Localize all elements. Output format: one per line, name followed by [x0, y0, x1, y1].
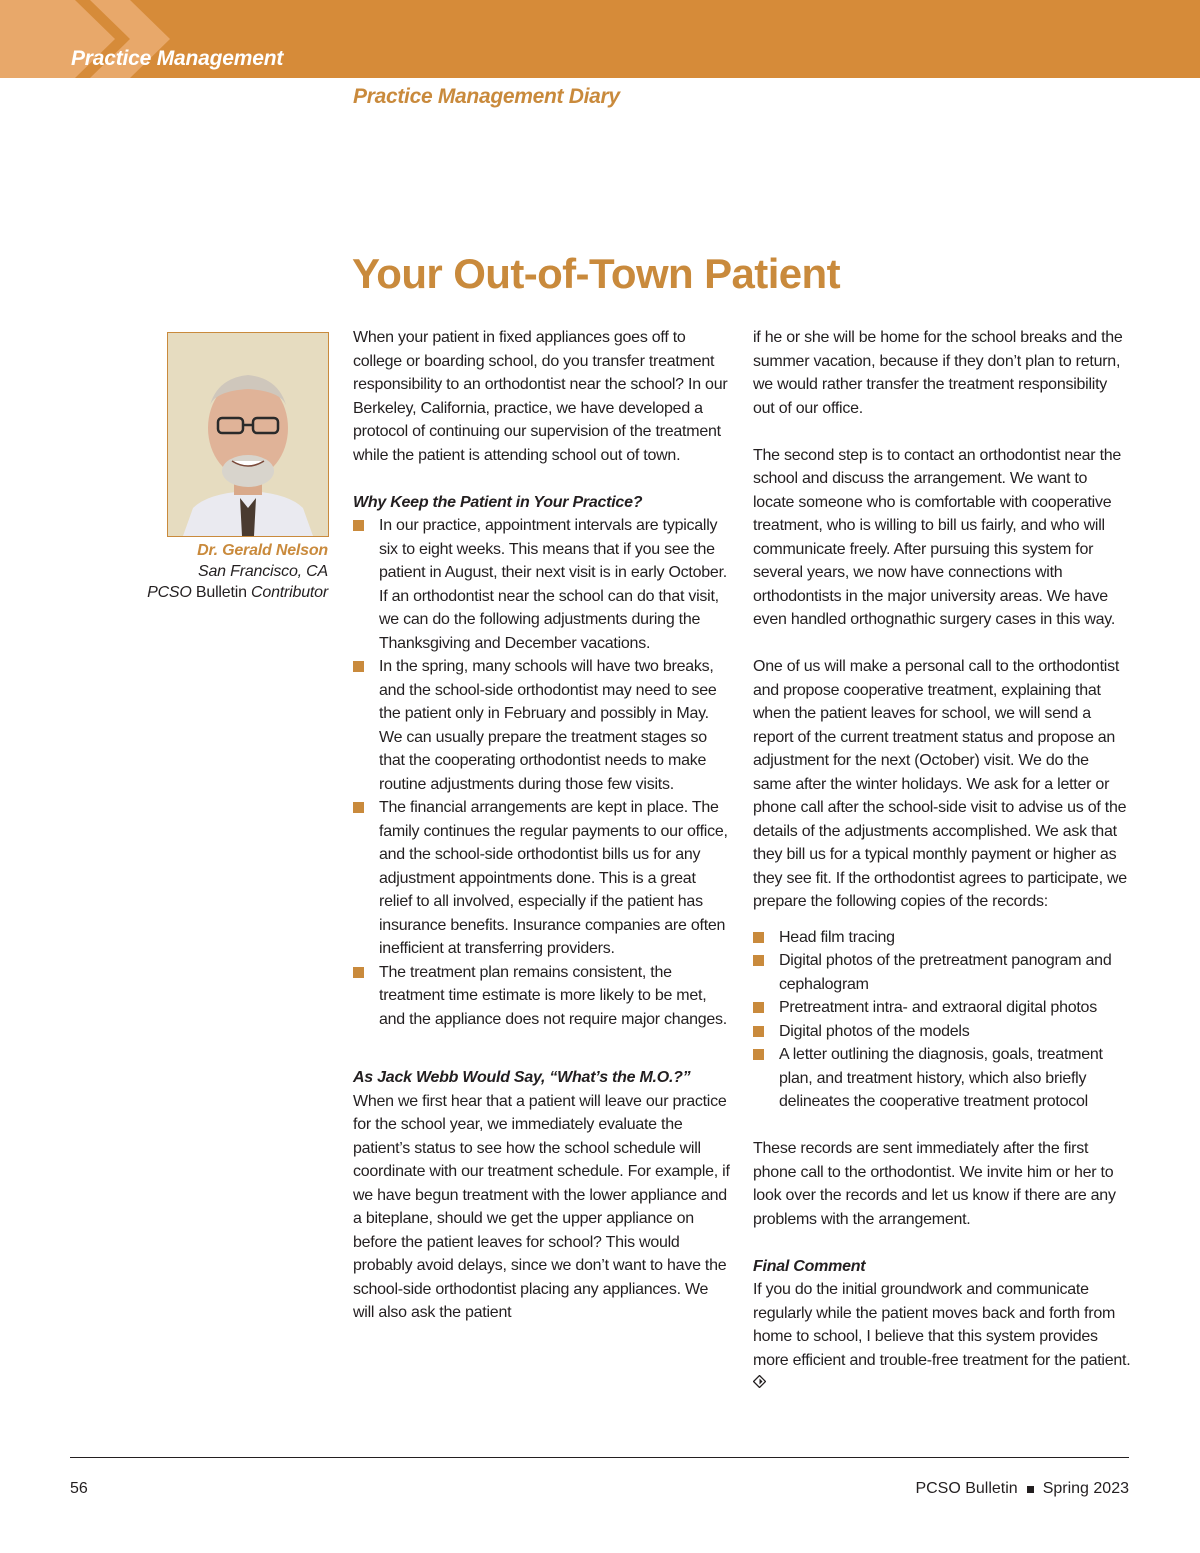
separator-square-icon — [1027, 1486, 1034, 1493]
records-list — [753, 926, 1131, 1114]
author-name: Dr. Gerald Nelson — [197, 542, 328, 559]
list-item: A letter outlining the diagnosis, goals, treatment plan, and treatment history, which also briefly delineates the cooperative treatment protocol — [753, 1043, 1131, 1114]
closing-paragraph — [753, 1278, 1131, 1396]
section-heading: Why Keep the Patient in Your Practice? — [353, 493, 643, 511]
reasons-list — [353, 514, 731, 1031]
closing-text: If you do the initial groundwork and communicate regularly while the patient moves back and forth from home to school, I believe that this system provides more efficient and trouble-free treatment for the patient. — [753, 1281, 1131, 1369]
author-portrait-icon — [168, 333, 328, 536]
list-item: In our practice, appointment intervals are typically six to eight weeks. This means that if you see the patient in August, their next visit is in early October. If an orthodontist near the school can do that visit, we can do the following adjustments during the Thanksgiving and December vacations. — [353, 514, 731, 655]
page-number: 56 — [70, 1480, 88, 1497]
section-label: Practice Management — [71, 47, 284, 70]
body-paragraph: One of us will make a personal call to the orthodontist and propose cooperative treatment, explaining that when the patient leaves for school, we will send a report of the current treatment status and propose an adjustment for the next (October) visit. We do the same after the winter holidays. We ask for a letter or phone call after the school-side visit to advise us of the details of the adjustments accomplished. We ask that they bill us for a typical monthly payment or higher as they see fit. If the orthodontist agrees to participate, we prepare the following copies of the records: — [753, 658, 1127, 910]
list-item: The treatment plan remains consistent, the treatment time estimate is more likely to be met, and the appliance does not require major changes. — [353, 961, 731, 1032]
author-role-org: PCSO — [147, 584, 192, 601]
section-heading: Final Comment — [753, 1257, 866, 1275]
footer-rule — [70, 1457, 1129, 1458]
author-photo — [167, 332, 329, 537]
author-location: San Francisco, CA — [198, 563, 328, 580]
section-heading: As Jack Webb Would Say, “What’s the M.O.?” — [353, 1069, 691, 1086]
body-paragraph: These records are sent immediately after the first phone call to the orthodontist. We invite him or her to look over the records and let us know if there are any problems with the arrangement. — [753, 1140, 1116, 1228]
list-item: Head film tracing — [753, 926, 1131, 950]
publication-name: PCSO Bulletin — [915, 1480, 1018, 1497]
author-role — [120, 582, 328, 603]
article-column-right — [753, 326, 1131, 1396]
list-item: In the spring, many schools will have two breaks, and the school-side orthodontist may need to see the patient only in February and possibly in May. We can usually prepare the treatment stages so that the cooperating orthodontist needs to make routine adjustments during those few visits. — [353, 655, 731, 796]
body-paragraph: When we first hear that a patient will leave our practice for the school year, we immediately evaluate the patient’s status to see how the school schedule will coordinate with our treatment schedule. For example, if we have begun treatment with the lower appliance and a biteplane, should we get the upper appliance on before the patient leaves for school? This would probably avoid delays, since we don’t want to have the school-side orthodontist placing any appliances. We will also ask the patient — [353, 1092, 730, 1321]
list-item: The financial arrangements are kept in place. The family continues the regular payments to our office, and the school-side orthodontist bills us for any adjustment appointments done. This is a great relief to all involved, especially if the patient has insurance benefits. Insurance companies are often inefficient at transferring providers. — [353, 796, 731, 961]
subsection-title: Practice Management Diary — [353, 85, 620, 108]
body-paragraph: The second step is to contact an orthodontist near the school and discuss the arrangement. We want to locate someone who is comfortable with cooperative treatment, who is willing to bill us fairly, and who will communicate freely. After pursuing this system for several years, we now have connections with orthodontists in the major university areas. We have even handled orthognathic surgery cases in this way. — [753, 446, 1122, 628]
author-byline — [120, 540, 328, 603]
intro-paragraph: When your patient in fixed appliances goes off to college or boarding school, do you transfer treatment responsibility to an orthodontist near the school? In our Berkeley, California, practice, we have developed a protocol of continuing our supervision of the treatment while the patient is attending school out of town. — [353, 329, 728, 464]
body-paragraph: if he or she will be home for the school breaks and the summer vacation, because if they don’t plan to return, we would rather transfer the treatment responsibility out of our office. — [753, 329, 1123, 417]
list-item: Digital photos of the pretreatment panogram and cephalogram — [753, 949, 1131, 996]
issue-date: Spring 2023 — [1042, 1480, 1129, 1497]
article-column-left — [353, 326, 731, 1325]
footer-publication — [915, 1480, 1129, 1498]
author-role-pub: Bulletin — [195, 584, 247, 601]
author-role-title: Contributor — [251, 584, 328, 601]
list-item: Digital photos of the models — [753, 1020, 1131, 1044]
list-item: Pretreatment intra- and extraoral digital photos — [753, 996, 1131, 1020]
end-diamond-icon — [753, 1375, 766, 1388]
article-title: Your Out-of-Town Patient — [352, 250, 840, 297]
